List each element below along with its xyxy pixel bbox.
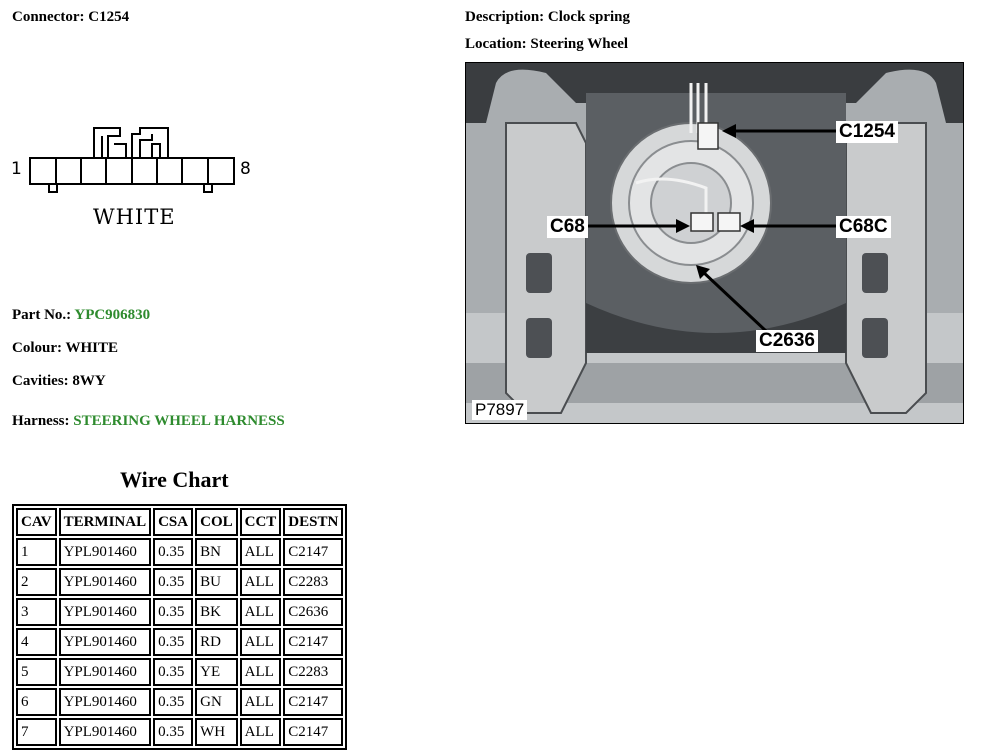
steering-wheel-illustration [466, 63, 964, 424]
connector-value: C1254 [88, 9, 130, 25]
description-value: Clock spring [547, 9, 631, 25]
wire-chart-table [12, 504, 347, 750]
table-row [16, 688, 343, 716]
header-cct: CCT [240, 508, 282, 536]
cell-terminal: YPL901460 [59, 628, 152, 656]
cell-cav: 1 [16, 538, 57, 566]
cell-cav: 5 [16, 658, 57, 686]
part-line [12, 307, 150, 324]
description-label: Description: [465, 9, 545, 25]
harness-label: Harness: [12, 413, 70, 429]
cell-cav: 3 [16, 598, 57, 626]
location-label: Location: [465, 36, 527, 52]
cavities-value: 8WY [72, 373, 106, 389]
connector-line [12, 9, 129, 26]
callout-c68: C68 [547, 216, 588, 238]
location-photo [465, 62, 964, 424]
cell-csa: 0.35 [153, 538, 193, 566]
cell-cct: ALL [240, 688, 282, 716]
cell-terminal: YPL901460 [59, 598, 152, 626]
cell-cct: ALL [240, 658, 282, 686]
cavities-label: Cavities: [12, 373, 69, 389]
cell-destn: C2283 [283, 658, 343, 686]
cell-col: BN [195, 538, 238, 566]
cavities-line [12, 373, 106, 390]
location-line [465, 36, 628, 53]
cell-cav: 2 [16, 568, 57, 596]
cell-csa: 0.35 [153, 658, 193, 686]
cell-cct: ALL [240, 568, 282, 596]
description-line [465, 9, 630, 26]
part-label: Part No.: [12, 307, 72, 323]
harness-link[interactable]: STEERING WHEEL HARNESS [73, 413, 285, 429]
cell-terminal: YPL901460 [59, 718, 152, 746]
part-number-link[interactable]: YPC906830 [74, 307, 151, 323]
cell-terminal: YPL901460 [59, 538, 152, 566]
colour-label: Colour: [12, 340, 62, 356]
table-row [16, 538, 343, 566]
cell-destn: C2147 [283, 538, 343, 566]
cell-csa: 0.35 [153, 568, 193, 596]
cell-csa: 0.35 [153, 718, 193, 746]
table-row [16, 568, 343, 596]
connector-label: Connector: [12, 9, 85, 25]
colour-line [12, 340, 118, 357]
cell-terminal: YPL901460 [59, 658, 152, 686]
header-csa: CSA [153, 508, 193, 536]
header-col: COL [195, 508, 238, 536]
cell-col: BU [195, 568, 238, 596]
cell-destn: C2147 [283, 688, 343, 716]
cell-destn: C2147 [283, 718, 343, 746]
location-value: Steering Wheel [530, 36, 629, 52]
cell-destn: C2636 [283, 598, 343, 626]
connector-colour-text: WHITE [93, 205, 176, 229]
cell-csa: 0.35 [153, 628, 193, 656]
cell-col: GN [195, 688, 238, 716]
cell-cct: ALL [240, 598, 282, 626]
cell-terminal: YPL901460 [59, 688, 152, 716]
cell-cct: ALL [240, 628, 282, 656]
header-terminal: TERMINAL [59, 508, 152, 536]
cell-csa: 0.35 [153, 598, 193, 626]
wire-chart-title: Wire Chart [120, 467, 229, 492]
cell-destn: C2283 [283, 568, 343, 596]
cell-col: RD [195, 628, 238, 656]
cell-csa: 0.35 [153, 688, 193, 716]
table-row [16, 658, 343, 686]
table-row [16, 598, 343, 626]
connector-diagram [28, 124, 238, 196]
cell-cav: 6 [16, 688, 57, 716]
colour-value: WHITE [65, 340, 118, 356]
wire-chart-header-row [16, 508, 343, 536]
cell-cct: ALL [240, 718, 282, 746]
callout-c68c: C68C [836, 216, 891, 238]
harness-line [12, 413, 285, 430]
cell-cav: 7 [16, 718, 57, 746]
header-destn: DESTN [283, 508, 343, 536]
cell-col: WH [195, 718, 238, 746]
callout-c1254: C1254 [836, 121, 898, 143]
table-row [16, 628, 343, 656]
cell-terminal: YPL901460 [59, 568, 152, 596]
callout-c2636: C2636 [756, 330, 818, 352]
cell-destn: C2147 [283, 628, 343, 656]
cell-cct: ALL [240, 538, 282, 566]
cell-cav: 4 [16, 628, 57, 656]
pin-last-number: 8 [240, 159, 251, 179]
table-row [16, 718, 343, 746]
pin-first-number: 1 [11, 159, 22, 179]
cell-col: BK [195, 598, 238, 626]
photo-code: P7897 [472, 400, 527, 420]
header-cav: CAV [16, 508, 57, 536]
cell-col: YE [195, 658, 238, 686]
